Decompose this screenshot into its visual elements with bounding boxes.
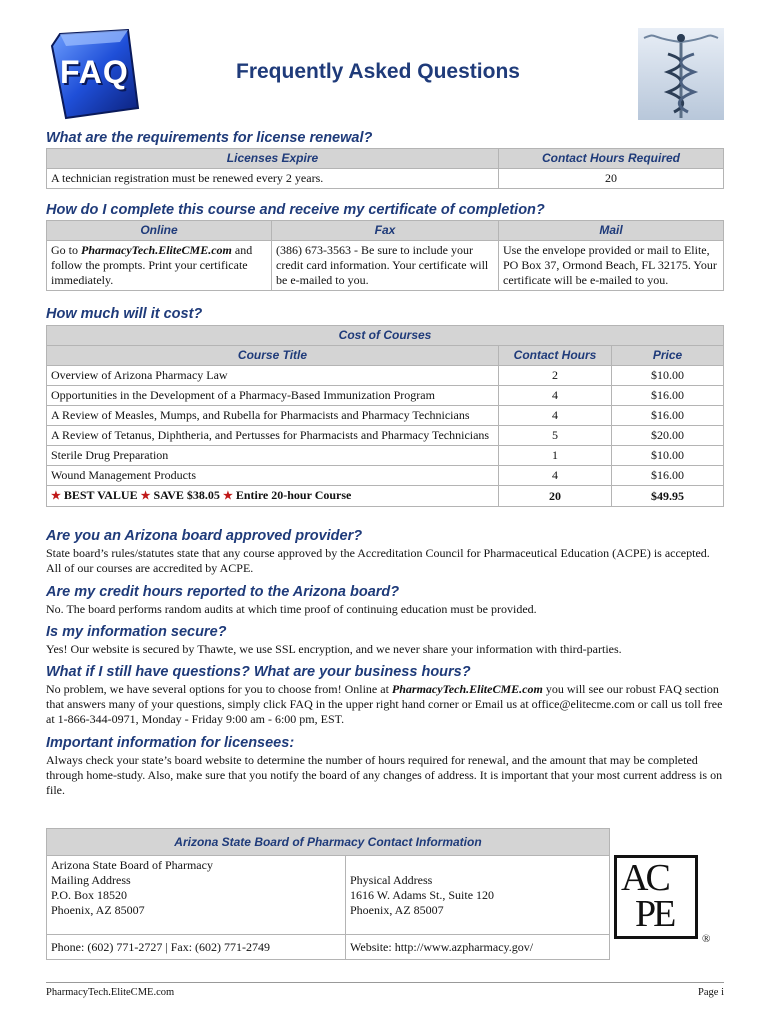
online-pre: Go to: [51, 243, 81, 257]
course-title: Sterile Drug Preparation: [47, 446, 499, 466]
complete-col-mail: Mail: [499, 221, 724, 241]
course-price: $16.00: [612, 386, 724, 406]
course-hours: 4: [499, 466, 612, 486]
registered-mark: ®: [702, 933, 711, 945]
best-value-cell: [47, 486, 499, 507]
course-title: Overview of Arizona Pharmacy Law: [47, 366, 499, 386]
physical-line: Phoenix, AZ 85007: [350, 902, 444, 917]
online-site-link[interactable]: PharmacyTech.EliteCME.com: [81, 243, 232, 257]
contact-title: Arizona State Board of Pharmacy Contact Information: [47, 829, 610, 856]
star-icon: ★: [51, 490, 61, 502]
star-icon: ★: [140, 490, 151, 502]
cost-table: [46, 325, 724, 507]
cost-table-title: Cost of Courses: [47, 326, 724, 346]
cost-col-title: Course Title: [47, 346, 499, 366]
best-value-label: BEST VALUE: [63, 488, 138, 502]
footer-site: PharmacyTech.EliteCME.com: [46, 987, 175, 998]
physical-line: Physical Address: [350, 872, 433, 887]
physical-line: 1616 W. Adams St., Suite 120: [350, 887, 495, 902]
page-title: Frequently Asked Questions: [236, 60, 520, 83]
course-hours: 2: [499, 366, 612, 386]
answer-hours-post: you will see our robust FAQ section that answers many of your questions, simply click FAQ in the upper right hand corner or Email us at office@elitecme.com or call us toll free at 1-866-344-0971, Monday - Friday 9:00 am - 6:00 pm, EST.: [46, 682, 723, 726]
contact-table: [46, 828, 610, 960]
faq-logo: [46, 28, 141, 120]
contact-website[interactable]: Website: http://www.azpharmacy.gov/: [346, 935, 610, 960]
faq-logo-text: FAQ: [60, 54, 129, 90]
course-hours: 4: [499, 406, 612, 426]
heading-secure: Is my information secure?: [46, 624, 227, 640]
mailing-line: Mailing Address: [51, 873, 131, 887]
course-title: Opportunities in the Development of a Pharmacy-Based Immunization Program: [47, 386, 499, 406]
answer-hours: [46, 682, 726, 727]
complete-fax: (386) 673-3563 - Be sure to include your credit card information. Your certificate will be e-mailed to you.: [272, 241, 499, 291]
course-title: A Review of Tetanus, Diphtheria, and Pertusses for Pharmacists and Pharmacy Technicians: [47, 426, 499, 446]
renewal-table: [46, 148, 724, 189]
cost-col-price: Price: [612, 346, 724, 366]
renewal-hours: 20: [499, 169, 724, 189]
answer-credit: No. The board performs random audits at which time proof of continuing education must be provided.: [46, 602, 537, 616]
course-price: $16.00: [612, 406, 724, 426]
mailing-line: P.O. Box 18520: [51, 888, 128, 902]
heading-important: Important information for licensees:: [46, 735, 295, 751]
heading-renewal: What are the requirements for license renewal?: [46, 130, 373, 146]
complete-col-fax: Fax: [272, 221, 499, 241]
course-row: [47, 406, 724, 426]
course-row: [47, 426, 724, 446]
course-row: [47, 366, 724, 386]
complete-table: [46, 220, 724, 291]
course-row: [47, 466, 724, 486]
mailing-line: Phoenix, AZ 85007: [51, 903, 145, 917]
heading-cost: How much will it cost?: [46, 306, 203, 322]
complete-online: [47, 241, 272, 291]
renewal-col-hours: Contact Hours Required: [499, 149, 724, 169]
hours-site-link[interactable]: PharmacyTech.EliteCME.com: [391, 682, 543, 696]
course-price: $10.00: [612, 446, 724, 466]
footer-rule: [46, 982, 724, 983]
mailing-address: [47, 856, 346, 935]
heading-approved: Are you an Arizona board approved provider?: [46, 528, 363, 544]
course-hours: 1: [499, 446, 612, 466]
renewal-requirement: A technician registration must be renewed every 2 years.: [47, 169, 499, 189]
complete-mail: Use the envelope provided or mail to Elite, PO Box 37, Ormond Beach, FL 32175. Your certificate will be e-mailed to you.: [499, 241, 724, 291]
heading-complete: How do I complete this course and receive my certificate of completion?: [46, 202, 545, 218]
cost-col-hours: Contact Hours: [499, 346, 612, 366]
caduceus-image: [638, 28, 724, 120]
acpe-logo-line1: AC: [621, 857, 668, 899]
course-price: $20.00: [612, 426, 724, 446]
mailing-line: Arizona State Board of Pharmacy: [51, 858, 213, 872]
online-post: and follow the prompts. Print your certificate immediately.: [51, 243, 253, 287]
save-label: SAVE $38.05: [153, 488, 220, 502]
physical-address: [346, 856, 610, 935]
star-icon: ★: [222, 490, 233, 502]
renewal-col-licenses: Licenses Expire: [47, 149, 499, 169]
best-value-row: [47, 486, 724, 507]
entire-course-label: Entire 20-hour Course: [235, 488, 352, 502]
answer-hours-pre: No problem, we have several options for you to choose from! Online at: [46, 682, 392, 696]
answer-approved: State board’s rules/statutes state that any course approved by the Accreditation Council for Pharmaceutical Education (ACPE) is accepted. All of our courses are accredited by ACPE.: [46, 546, 710, 575]
course-hours: 4: [499, 386, 612, 406]
footer-page: Page i: [698, 987, 724, 998]
total-hours: 20: [499, 486, 612, 507]
complete-col-online: Online: [47, 221, 272, 241]
total-price: $49.95: [612, 486, 724, 507]
course-hours: 5: [499, 426, 612, 446]
contact-phone: Phone: (602) 771-2727 | Fax: (602) 771-2749: [47, 935, 346, 960]
course-title: Wound Management Products: [47, 466, 499, 486]
course-title: A Review of Measles, Mumps, and Rubella for Pharmacists and Pharmacy Technicians: [47, 406, 499, 426]
acpe-logo-line2: PE: [635, 893, 674, 935]
course-row: [47, 386, 724, 406]
course-row: [47, 446, 724, 466]
course-price: $16.00: [612, 466, 724, 486]
acpe-logo: [614, 855, 698, 939]
answer-secure: Yes! Our website is secured by Thawte, we use SSL encryption, and we never share your information with third-parties.: [46, 642, 622, 656]
answer-important: Always check your state’s board website to determine the number of hours required for renewal, and the amount that may be completed through home-study. Also, make sure that you notify the board of any changes of address. It is important that your most current address is on file.: [46, 753, 723, 797]
heading-hours: What if I still have questions? What are your business hours?: [46, 664, 471, 680]
course-price: $10.00: [612, 366, 724, 386]
heading-credit: Are my credit hours reported to the Arizona board?: [46, 584, 400, 600]
